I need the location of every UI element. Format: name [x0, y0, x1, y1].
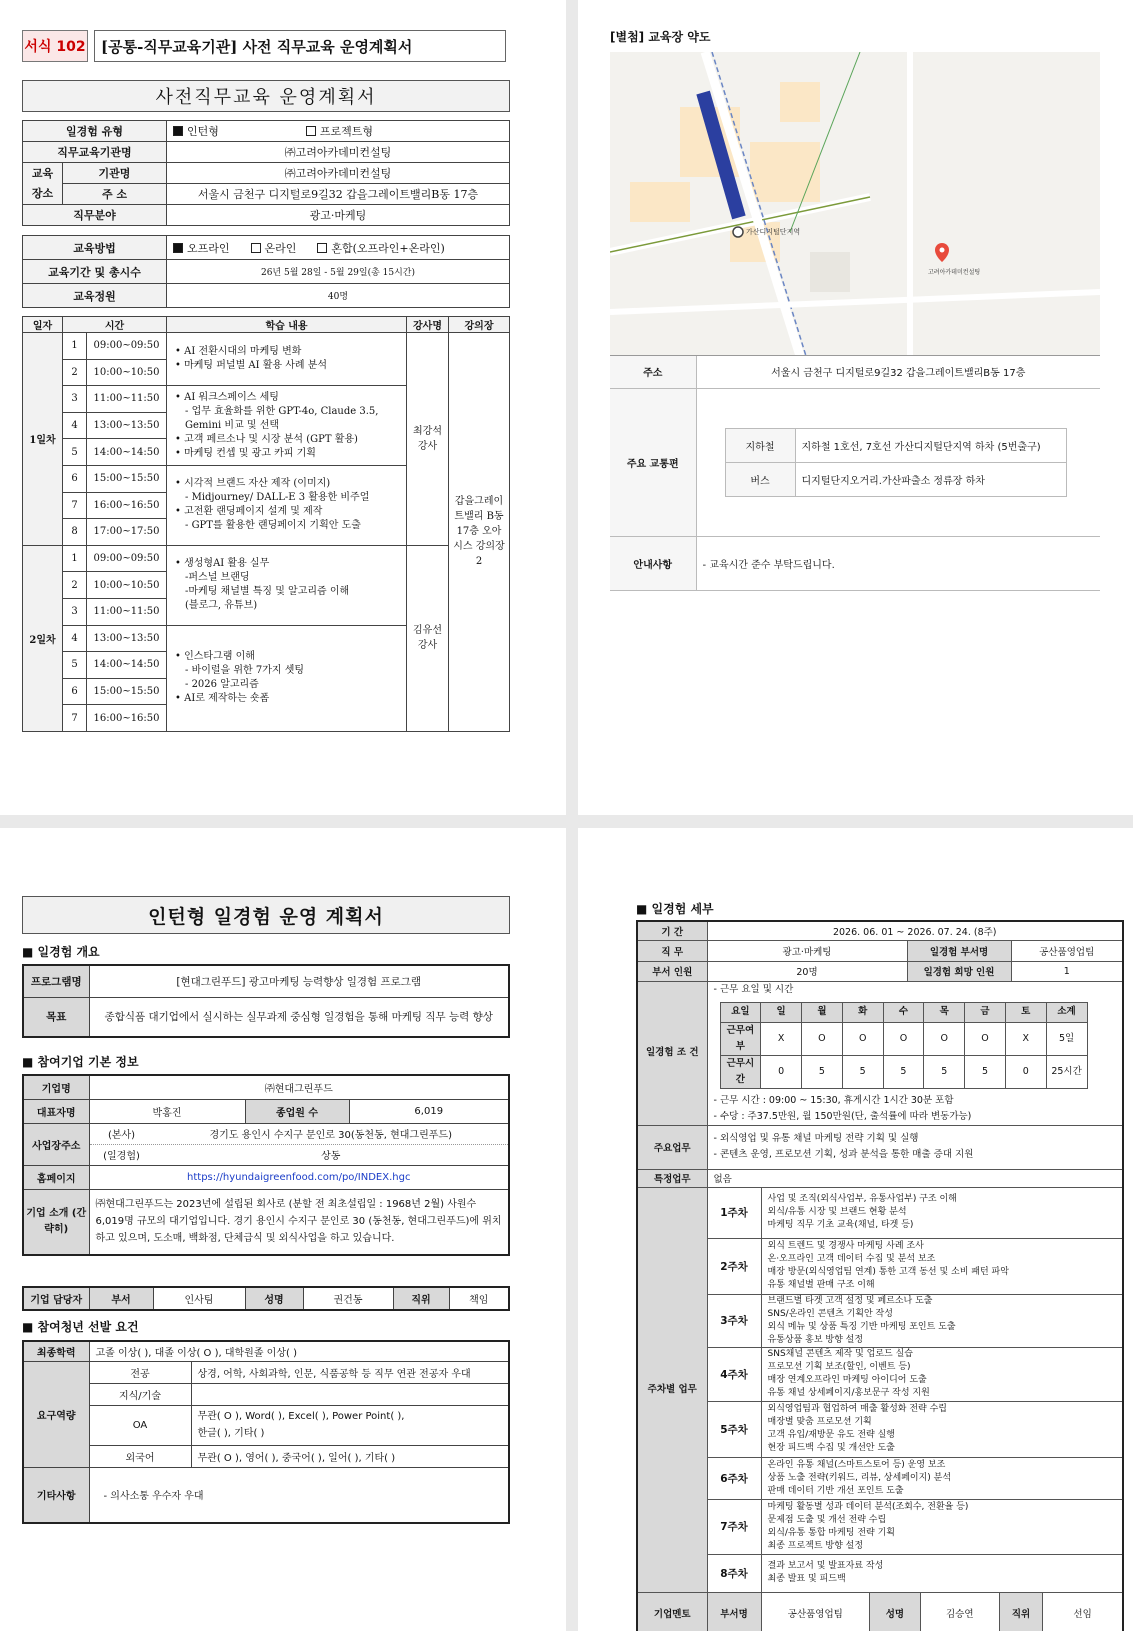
week-tasks	[761, 1238, 1123, 1294]
contact-pos-label: 직위	[393, 1287, 449, 1310]
period-number: 2	[63, 359, 87, 386]
intern-plan-title: 인턴형 일경험 운영 계획서	[22, 896, 510, 934]
task-line: 매장별 맞춤 프로모션 기획	[767, 1417, 872, 1427]
day-cell: O	[924, 1022, 965, 1055]
day-cell: 근무여부	[720, 1022, 761, 1055]
period-time: 17:00~17:50	[87, 519, 167, 546]
org-value: ㈜고려아카데미컨설팅	[167, 142, 510, 163]
section-requirements: ■ 참여청년 선발 요건	[22, 1320, 139, 1334]
ceo-value: 박홍진	[89, 1099, 245, 1123]
addr-value: 서울시 금천구 디지털로9길32 갑을그레이트밸리B동 17층	[167, 184, 510, 205]
addr-label: 주소	[610, 356, 696, 388]
task-line: 현장 피드백 수집 및 개선안 도출	[767, 1443, 895, 1453]
method-label: 교육방법	[23, 236, 167, 260]
condition-head: - 근무 요일 및 시간	[713, 983, 794, 995]
mentor-pos: 선임	[1043, 1593, 1122, 1631]
task-line: 외식영업팀과 협업하여 매출 활성화 전략 수립	[767, 1404, 947, 1414]
dept-value: 공산품영업팀	[1011, 940, 1123, 961]
content-line: • 고객 페르소나 및 시장 분석 (GPT 활용)	[175, 433, 404, 447]
work-detail-table	[636, 920, 1124, 1631]
task-line: 외식/유통 시장 및 브랜드 현황 분석	[767, 1207, 907, 1217]
period-time: 10:00~10:50	[87, 572, 167, 599]
main-duty-line-1: - 외식영업 및 유통 채널 마케팅 전략 기획 및 실행	[713, 1133, 919, 1144]
period-label: 기 간	[637, 921, 707, 940]
method-options	[167, 236, 510, 260]
condition-cell	[707, 981, 1123, 1125]
task-line: 외식/유통 통합 마케팅 전략 기획	[767, 1527, 895, 1538]
week-label: 6주차	[707, 1457, 761, 1499]
period-time: 13:00~13:50	[87, 412, 167, 439]
week-row	[637, 1554, 1123, 1592]
place-group-label: 교육 장소	[23, 163, 63, 205]
mentor-dept-label: 부서명	[707, 1592, 761, 1631]
instructor-1: 최강석 강사	[407, 333, 449, 546]
notice-value: - 교육시간 준수 부탁드립니다.	[696, 536, 1100, 590]
task-line: 외식 메뉴 및 상품 특징 기반 마케팅 포인트 도출	[767, 1321, 956, 1332]
form-header	[22, 30, 506, 62]
lecture-room: 갑을그레이트밸리 B동 17층 오아시스 강의장 2	[449, 333, 510, 732]
period-time: 09:00~09:50	[87, 545, 167, 572]
mentor-name: 김승연	[920, 1593, 999, 1631]
task-line: 외식 트렌드 및 경쟁사 마케팅 사례 조사	[767, 1241, 924, 1251]
contact-label: 기업 담당자	[23, 1287, 89, 1310]
homepage-label: 홈페이지	[23, 1165, 89, 1189]
period-value: 2026. 06. 01 ~ 2026. 07. 24. (8주)	[707, 921, 1123, 940]
dept-label: 일경험 부서명	[907, 940, 1011, 961]
map-block	[750, 142, 820, 202]
requirements-table	[22, 1340, 510, 1524]
day-cell: 목	[924, 1002, 965, 1022]
content-block-4	[167, 545, 407, 625]
task-line: 온·오프라인 고객 데이터 수집 및 분석 보조	[767, 1254, 936, 1264]
mentor-cell	[761, 1592, 1123, 1631]
type-opt-project: 프로젝트형	[319, 125, 374, 138]
competency-label: 요구역량	[23, 1361, 89, 1467]
location-map	[610, 52, 1100, 356]
transport-cell	[696, 388, 1100, 536]
method-opt-online: 온라인	[264, 241, 297, 255]
work-days-table	[720, 1002, 1088, 1089]
day-cell: 0	[1005, 1055, 1046, 1088]
oa-line-2: 한글( ), 기타( )	[197, 1428, 265, 1439]
task-line: 최종 프로젝트 방향 설정	[767, 1540, 864, 1551]
map-svg	[610, 52, 1100, 356]
capacity-value: 40명	[167, 284, 510, 308]
job-value: 광고·마케팅	[707, 940, 907, 961]
mentor-label: 기업멘토	[637, 1592, 707, 1631]
week-tasks	[761, 1554, 1123, 1592]
site-value: 상동	[321, 1151, 341, 1162]
day-cell: O	[802, 1022, 843, 1055]
section-overview: ■ 일경험 개요	[22, 945, 100, 959]
col-room: 강의장	[449, 317, 510, 333]
week-label: 3주차	[707, 1294, 761, 1347]
address-cell	[89, 1123, 509, 1165]
map-title: [별첨] 교육장 약도	[610, 30, 711, 44]
contact-name-label: 성명	[245, 1287, 303, 1310]
work-row	[720, 1022, 1087, 1055]
map-block	[780, 82, 820, 122]
task-line: 브랜드별 타겟 고객 설정 및 페르소나 도출	[767, 1295, 933, 1306]
week-tasks	[761, 1294, 1123, 1347]
subway-label: 지하철	[725, 428, 795, 462]
capacity-label: 교육정원	[23, 284, 167, 308]
period-number: 2	[63, 572, 87, 599]
task-line: 마케팅 활동별 성과 데이터 분석(조회수, 전환율 등)	[767, 1501, 969, 1512]
task-line: 매장 방문(외식영업팀 연계) 통한 고객 동선 및 소비 패턴 파악	[767, 1267, 1009, 1277]
map-block	[810, 252, 850, 292]
goal-value: 종합식품 대기업에서 실시하는 실무과제 중심형 일경험을 통해 마케팅 직무 능력 향상	[89, 997, 509, 1037]
task-line: 사업 및 조직(외식사업부, 유통사업부) 구조 이해	[767, 1194, 957, 1204]
period-time: 13:00~13:50	[87, 625, 167, 652]
transport-table	[725, 428, 1067, 497]
checkbox-mixed[interactable]	[317, 243, 327, 253]
week-row	[637, 1238, 1123, 1294]
week-label: 5주차	[707, 1401, 761, 1457]
mentor-dept: 공산품영업팀	[762, 1593, 870, 1631]
day-cell: X	[1005, 1022, 1046, 1055]
field-value: 광고·마케팅	[167, 205, 510, 226]
day-cell: X	[761, 1022, 802, 1055]
etc-label: 기타사항	[23, 1467, 89, 1523]
content-block-3	[167, 465, 407, 545]
type-options	[167, 121, 510, 142]
contact-pos: 책임	[449, 1287, 509, 1310]
task-line: 프로모션 기획 보조(할인, 이벤트 등)	[767, 1362, 911, 1372]
week-row	[637, 1347, 1123, 1401]
employees-value: 6,019	[349, 1099, 509, 1123]
main-duty-cell	[707, 1125, 1123, 1169]
location-info-table	[610, 356, 1100, 591]
etc-value: - 의사소통 우수자 우대	[89, 1467, 509, 1523]
checkbox-project[interactable]	[306, 126, 316, 136]
period-number: 4	[63, 625, 87, 652]
company-value: ㈜현대그린푸드	[89, 1075, 509, 1099]
week-tasks	[761, 1499, 1123, 1554]
task-line: 고객 유입/재방문 유도 전략 실행	[767, 1430, 895, 1440]
special-duty-value: 없음	[707, 1169, 1123, 1187]
period-label: 교육기간 및 총시수	[23, 260, 167, 284]
oa-label: OA	[89, 1405, 191, 1445]
form-header-title: [공통-직무교육기관] 사전 직무교육 운영계획서	[94, 30, 506, 62]
hq-label: (본사)	[107, 1130, 136, 1141]
period-time: 09:00~09:50	[87, 333, 167, 360]
period-number: 3	[63, 598, 87, 625]
content-line: Gemini 비교 및 선택	[185, 419, 280, 431]
want-label: 일경험 희망 인원	[907, 961, 1011, 981]
program-label: 프로그램명	[23, 965, 89, 997]
week-label: 8주차	[707, 1554, 761, 1592]
content-line: • 마케팅 컨셉 및 광고 카피 기획	[175, 447, 404, 461]
day-cell: O	[842, 1022, 883, 1055]
period-time: 10:00~10:50	[87, 359, 167, 386]
content-line: • AI로 제작하는 숏폼	[175, 692, 404, 706]
task-line: 온라인 유통 채널(스마트스토어 등) 운영 보조	[767, 1459, 946, 1470]
period-number: 3	[63, 386, 87, 413]
special-duty-label: 특정업무	[637, 1169, 707, 1187]
col-instructor: 강사명	[407, 317, 449, 333]
task-line: 유통 채널 상세페이지/홍보문구 작성 지원	[767, 1388, 930, 1398]
hour-row	[720, 1055, 1087, 1088]
checkbox-offline[interactable]	[173, 243, 183, 253]
oa-cell	[191, 1405, 509, 1445]
period-time: 14:00~14:50	[87, 652, 167, 679]
week-row	[637, 1401, 1123, 1457]
day-cell: 5	[965, 1055, 1006, 1088]
education-value: 고졸 이상( ), 대졸 이상( O ), 대학원졸 이상( )	[89, 1341, 509, 1361]
task-line: 매장 연계오프라인 마케팅 아이디어 도출	[767, 1375, 927, 1385]
task-line: SNS채널 콘텐츠 제작 및 업로드 실습	[767, 1349, 913, 1359]
transport-label: 주요 교통편	[610, 388, 696, 536]
period-number: 6	[63, 678, 87, 705]
day-cell: 5	[842, 1055, 883, 1088]
period-value: 26년 5월 28일 - 5월 29일(총 15시간)	[167, 260, 510, 284]
goal-label: 목표	[23, 997, 89, 1037]
content-line: • 시각적 브랜드 자산 제작 (이미지)	[175, 477, 404, 491]
task-line: 유통상품 홍보 방향 설정	[767, 1334, 864, 1345]
period-number: 7	[63, 705, 87, 732]
week-row	[637, 1187, 1123, 1238]
period-time: 16:00~16:50	[87, 492, 167, 519]
work-detail-title: ■ 일경험 세부	[636, 902, 714, 916]
period-number: 8	[63, 519, 87, 546]
task-line: 결과 보고서 및 발표자료 작성	[767, 1561, 884, 1571]
condition-label: 일경험 조 건	[637, 981, 707, 1125]
method-table	[22, 235, 510, 308]
week-tasks	[761, 1187, 1123, 1238]
instructor-2: 김유선 강사	[407, 545, 449, 731]
day-cell: 5	[924, 1055, 965, 1088]
content-block-2	[167, 386, 407, 466]
contact-dept-label: 부서	[89, 1287, 153, 1310]
day-cell: O	[965, 1022, 1006, 1055]
task-line: 유통 채널별 판매 구조 이해	[767, 1280, 875, 1290]
form-number-badge: 서식 102	[22, 30, 88, 62]
notice-label: 안내사항	[610, 536, 696, 590]
staff-label: 부서 인원	[637, 961, 707, 981]
period-time: 11:00~11:50	[87, 386, 167, 413]
page-education-plan	[0, 0, 566, 815]
content-line: -마케팅 채널별 특징 및 알고리즘 이해	[185, 586, 350, 598]
language-value: 무관( O ), 영어( ), 중국어( ), 일어( ), 기타( )	[191, 1445, 509, 1467]
content-line: (블로그, 유튜브)	[185, 600, 258, 612]
period-time: 11:00~11:50	[87, 598, 167, 625]
day-cell: 5	[883, 1055, 924, 1088]
main-duty-line-2: - 콘텐츠 운영, 프로모션 기획, 성과 분석을 통한 매출 증대 지원	[713, 1149, 974, 1160]
week-row	[637, 1294, 1123, 1347]
task-line: 문제점 도출 및 개선 전략 수립	[767, 1514, 887, 1525]
content-line: - 바이럴을 위한 7가지 셋팅	[185, 665, 305, 677]
content-line: - 2026 알고리즘	[185, 679, 259, 691]
site-label: (일경험)	[103, 1151, 140, 1162]
day-cell: 0	[761, 1055, 802, 1088]
method-opt-mixed: 혼합(오프라인+온라인)	[331, 241, 445, 255]
company-label: 기업명	[23, 1075, 89, 1099]
content-line: • 생성형AI 활용 실무	[175, 557, 404, 571]
day-cell: 금	[965, 1002, 1006, 1022]
checkbox-internship[interactable]	[173, 126, 183, 136]
week-tasks	[761, 1347, 1123, 1401]
content-line: - Midjourney/ DALL-E 3 활용한 비주얼	[185, 492, 370, 504]
name-label: 기관명	[63, 163, 167, 184]
content-line: • 고전환 랜딩페이지 설계 및 제작	[175, 505, 404, 519]
content-block-5	[167, 625, 407, 731]
mentor-row	[637, 1592, 1123, 1631]
job-label: 직 무	[637, 940, 707, 961]
bus-value: 디지털단지오거리.가산파출소 정류장 하차	[795, 462, 1066, 496]
content-line: • AI 워크스페이스 세팅	[175, 391, 404, 405]
bus-label: 버스	[725, 462, 795, 496]
want-value: 1	[1011, 961, 1123, 981]
period-number: 5	[63, 652, 87, 679]
org-label: 직무교육기관명	[23, 142, 167, 163]
day2-label: 2일차	[23, 545, 63, 731]
period-number: 4	[63, 412, 87, 439]
period-time: 16:00~16:50	[87, 705, 167, 732]
col-content: 학습 내용	[167, 317, 407, 333]
station-marker-icon	[733, 227, 743, 237]
addr-value: 서울시 금천구 디지털로9길32 갑을그레이트밸리B동 17층	[696, 356, 1100, 388]
period-time: 15:00~15:50	[87, 678, 167, 705]
weekly-label: 주차별 업무	[637, 1187, 707, 1592]
method-opt-offline: 오프라인	[187, 241, 230, 255]
contact-name: 권건동	[303, 1287, 393, 1310]
checkbox-online[interactable]	[251, 243, 261, 253]
main-duty-label: 주요업무	[637, 1125, 707, 1169]
period-number: 1	[63, 333, 87, 360]
content-line: • 인스타그램 이해	[175, 650, 404, 664]
schedule-row	[23, 333, 510, 360]
company-table	[22, 1074, 510, 1256]
week-label: 7주차	[707, 1499, 761, 1554]
period-number: 1	[63, 545, 87, 572]
map-block	[630, 182, 690, 222]
day-cell: 요일	[720, 1002, 761, 1022]
week-row	[637, 1499, 1123, 1554]
major-value: 상경, 어학, 사회과학, 인문, 식품공학 등 직무 연관 전공자 우대	[191, 1361, 509, 1383]
period-time: 15:00~15:50	[87, 465, 167, 492]
task-line: 상품 노출 전략(키워드, 리뷰, 상세페이지) 분석	[767, 1472, 952, 1483]
day-cell: 수	[883, 1002, 924, 1022]
day-cell: O	[883, 1022, 924, 1055]
day-cell: 소계	[1046, 1002, 1087, 1022]
subway-value: 지하철 1호선, 7호선 가산디지털단지역 하차 (5번출구)	[795, 428, 1066, 462]
day1-label: 1일차	[23, 333, 63, 546]
oa-line-1: 무관( O ), Word( ), Excel( ), Power Point( ),	[197, 1411, 405, 1422]
contact-table	[22, 1286, 510, 1311]
day-cell: 5	[802, 1055, 843, 1088]
homepage-link[interactable]: https://hyundaigreenfood.com/po/INDEX.hgc	[187, 1171, 411, 1183]
page-map	[578, 0, 1133, 815]
day-cell: 토	[1005, 1002, 1046, 1022]
content-line: - 업무 효율화를 위한 GPT-4o, Claude 3.5,	[185, 405, 379, 417]
content-block-1	[167, 333, 407, 386]
skill-label: 지식/기술	[89, 1383, 191, 1405]
week-label: 2주차	[707, 1238, 761, 1294]
contact-dept: 인사팀	[153, 1287, 245, 1310]
days-header-row	[720, 1002, 1087, 1022]
day-cell: 화	[842, 1002, 883, 1022]
mentor-pos-label: 직위	[999, 1593, 1042, 1631]
condition-line-2: - 수당 : 주37.5만원, 월 150만원(단, 출석률에 따라 변동가능)	[713, 1110, 972, 1122]
intro-label: 기업 소개 (간략히)	[23, 1189, 89, 1255]
col-time: 시간	[63, 317, 167, 333]
type-opt-internship: 인턴형	[187, 125, 219, 138]
overview-table	[22, 964, 510, 1038]
col-date: 일자	[23, 317, 63, 333]
content-line: • AI 전환시대의 마케팅 변화	[175, 345, 404, 359]
period-number: 7	[63, 492, 87, 519]
education-label: 최종학력	[23, 1341, 89, 1361]
week-tasks	[761, 1401, 1123, 1457]
week-tasks	[761, 1457, 1123, 1499]
day-cell: 근무시간	[720, 1055, 761, 1088]
info-table	[22, 120, 510, 226]
map-pin-label: 고려아카데미컨설팅	[928, 269, 981, 276]
schedule-table	[22, 316, 510, 732]
program-value: [현대그린푸드] 광고마케팅 능력향상 일경험 프로그램	[89, 965, 509, 997]
skill-value	[191, 1383, 509, 1405]
day-cell: 5일	[1046, 1022, 1087, 1055]
addr-label: 주 소	[63, 184, 167, 205]
content-line: • 마케팅 퍼널별 AI 활용 사례 분석	[175, 359, 404, 373]
task-line: 최종 발표 및 피드백	[767, 1574, 846, 1584]
section-company: ■ 참여기업 기본 정보	[22, 1055, 139, 1069]
field-label: 직무분야	[23, 205, 167, 226]
employees-label: 종업원 수	[245, 1099, 349, 1123]
name-value: ㈜고려아카데미컨설팅	[167, 163, 510, 184]
condition-line-1: - 근무 시간 : 09:00 ~ 15:30, 휴게시간 1시간 30분 포함	[713, 1094, 954, 1106]
day-cell: 월	[802, 1002, 843, 1022]
type-label: 일경험 유형	[23, 121, 167, 142]
map-station-label: 가산디지털단지역	[746, 228, 801, 236]
schedule-row	[23, 545, 510, 572]
task-line: 판매 데이터 기반 개선 포인트 도출	[767, 1485, 904, 1496]
ceo-label: 대표자명	[23, 1099, 89, 1123]
task-line: 마케팅 직무 기초 교육(채널, 타겟 등)	[767, 1220, 914, 1230]
content-line: - GPT를 활용한 랜딩페이지 기획안 도출	[185, 520, 361, 532]
language-label: 외국어	[89, 1445, 191, 1467]
content-line: -퍼스널 브랜딩	[185, 572, 250, 584]
address-label: 사업장주소	[23, 1123, 89, 1165]
staff-value: 20명	[707, 961, 907, 981]
day-cell: 일	[761, 1002, 802, 1022]
mentor-name-label: 성명	[870, 1593, 920, 1631]
period-time: 14:00~14:50	[87, 439, 167, 466]
week-label: 1주차	[707, 1187, 761, 1238]
document-title: 사전직무교육 운영계획서	[22, 80, 510, 112]
week-label: 4주차	[707, 1347, 761, 1401]
hq-value: 경기도 용인시 수지구 문인로 30(동천동, 현대그린푸드)	[209, 1130, 452, 1141]
task-line: SNS/온라인 콘텐츠 기획안 작성	[767, 1308, 893, 1319]
period-number: 6	[63, 465, 87, 492]
intro-value: ㈜현대그린푸드는 2023년에 설립된 회사로 (분할 전 최초설립일 : 1968년 2월) 사원수 6,019명 규모의 대기업입니다. 경기 용인시 수지구 문인로 30 (동천동, 현대그린푸드)에 위치하고 있으며, 도소매, 백화점, 단체급식 및 외식사업을 하고 있습니다.	[89, 1189, 509, 1255]
period-number: 5	[63, 439, 87, 466]
week-row	[637, 1457, 1123, 1499]
major-label: 전공	[89, 1361, 191, 1383]
day-cell: 25시간	[1046, 1055, 1087, 1088]
